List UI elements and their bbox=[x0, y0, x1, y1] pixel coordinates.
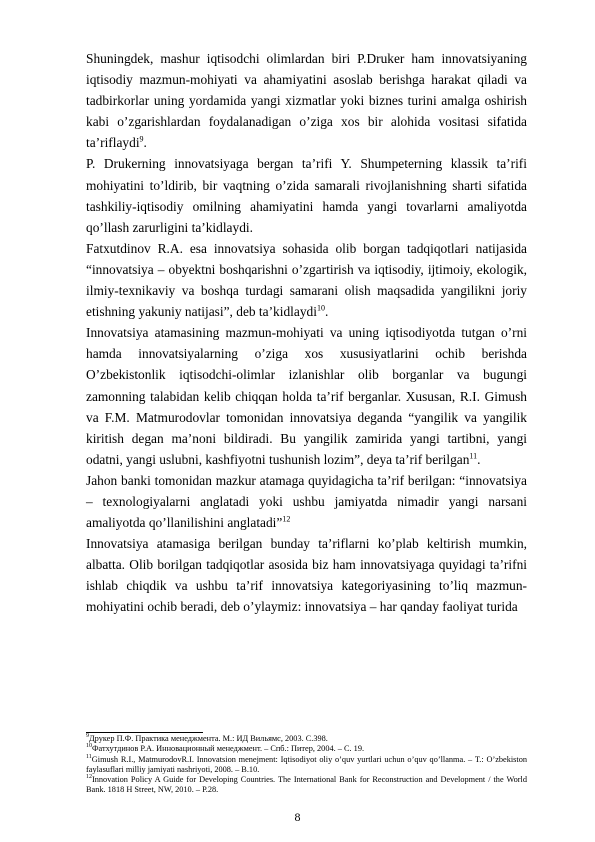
footnote-10: $^{10}$Фатхутдинов Р.А. Инновационный менеджмент. – Спб.: Питер, 2004. – С. 19. bbox=[86, 743, 365, 754]
footnote-ref-9[interactable]: 9 bbox=[139, 134, 144, 144]
paragraph-world-bank: Jahon banki tomonidan mazkur atamaga quyidagicha ta’rif berilgan: “innovatsiya – texnologiyalarni anglatadi yoki ushbu jamiyatda nimadir yangi narsani amaliyotda qo’llanilishini anglatadi”$^{12}$ bbox=[86, 472, 527, 531]
paragraph-druker: Shuningdek, mashur iqtisodchi olimlardan biri P.Druker ham innovatsiyaning iqtisodiy mazmun-mohiyati va ahamiyatini asoslab berishga harakat qiladi va tadbirkorlar uning yordamida yangi xizmatlar yoki biznes turini amalga oshirish kabi o’zgarishlardan foydalanadigan o’ziga xos bir alohida vositasi sifatida ta’riflaydi$^9$. bbox=[86, 51, 527, 151]
page-number: 8 bbox=[294, 810, 301, 824]
footnotes bbox=[86, 734, 527, 796]
footnote-ref-12[interactable]: 12 bbox=[282, 514, 291, 524]
paragraph-shumpeter: P. Drukerning innovatsiyaga bergan ta’rifi Y. Shumpeterning klassik ta’rifi mohiyatini to’ldirib, bir vaqtning o’zida samarali rivojlanishning sharti sifatida tashkiliy-iqtisodiy omilning ahamiyatini hamda yangi tovarlarni amaliyotda qo’llash zarurligini ta’kidlaydi. bbox=[86, 156, 527, 235]
footnote-9: $^9$Друкер П.Ф. Практика менеджмента. М.: ИД Вильямс, 2003. С.398. bbox=[86, 733, 328, 743]
paragraph-gimush: Innovatsiya atamasining mazmun-mohiyati va uning iqtisodiyotda tutgan o’rni hamda innovatsiyalarning o’ziga xos xususiyatlarini ochib berishda O’zbekistonlik iqtisodchi-olimlar izlanishlar olib borganlar va bugungi zamonning talabidan kelib chiqqan holda ta’rif berganlar. Xususan, R.I. Gimush va F.M. Matmurodovlar tomonidan innovatsiya deganda “yangilik va yangilik kiritish degan ma’noni bildiradi. Bu yangilik zamirida yangi tartibni, yangi odatni, yangi uslubni, kashfiyotni tushunish lozim”, deya ta’rif berilgan$^{11}$. bbox=[86, 325, 527, 467]
footnote-12: $^{12}$Innovation Policy A Guide for Developing Countries. The International Bank for Reconstruction and Development / the World Bank. 1818 H Street, NW, 2010. – P.28. bbox=[86, 774, 527, 795]
paragraph-definition: Innovatsiya atamasiga berilgan bunday ta’riflarni ko’plab keltirish mumkin, albatta. Olib borilgan tadqiqotlar asosida biz ham innovatsiyaga quyidagi ta’rifni ishlab chiqdik va ushbu ta’rif innovatsiya kategoriyasining to’liq mazmun-mohiyatini ochib beradi, deb o’ylaymiz: innovatsiya – har qanday faoliyat turida bbox=[86, 536, 527, 615]
footnote-ref-11[interactable]: 11 bbox=[469, 451, 478, 461]
body-text bbox=[86, 48, 527, 618]
paragraph-fatxutdinov: Fatxutdinov R.A. esa innovatsiya sohasida olib borgan tadqiqotlari natijasida “innovatsiya – obyektni boshqarishni o’zgartirish va iqtisodiy, ijtimoiy, ekologik, ilmiy-texnikaviy va boshqa turdagi samarani olish maqsadida yangilikni joriy etishning yakuniy natijasi”, deb ta’kidlaydi$^{10}$. bbox=[86, 240, 527, 320]
footnote-divider bbox=[86, 732, 203, 733]
footnote-11: $^{11}$Gimush R.I., MatmurodovR.I. Innovatsion menejment: Iqtisodiyot oliy o’quv yurtlari uchun o’quv qo’llanma. – T.: O’zbekiston faylasuflari milliy jamiyati nashriyoti, 2008. – B.10. bbox=[86, 753, 527, 774]
footnote-ref-10[interactable]: 10 bbox=[316, 303, 325, 313]
